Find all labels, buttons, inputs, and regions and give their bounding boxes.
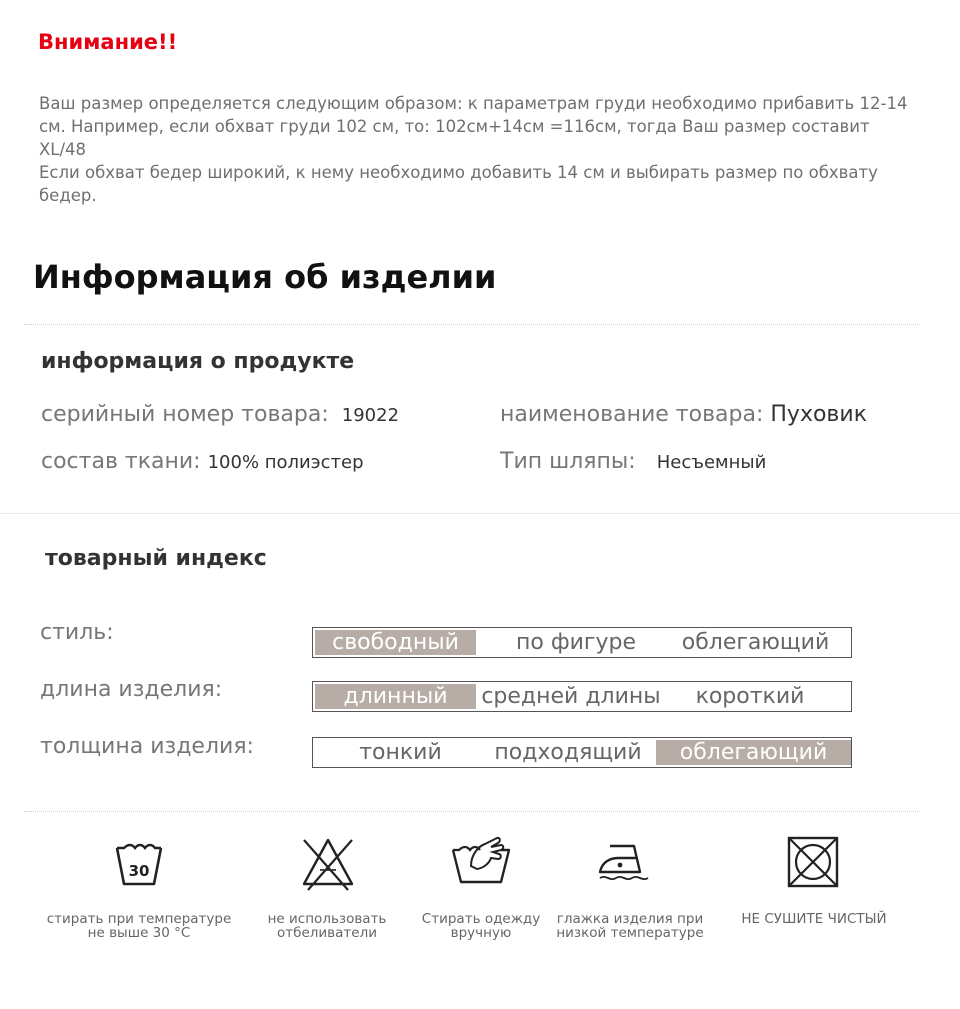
svg-text:30: 30 <box>128 862 150 880</box>
wash-30-icon <box>39 832 239 892</box>
hood-label: Тип шляпы: <box>500 449 636 474</box>
size-note-line: бедер. <box>39 186 97 205</box>
warning-title: Внимание!! <box>38 30 178 54</box>
care-label-wash: стирать при температуре не выше 30 °C <box>46 911 232 941</box>
length-option-long: длинный <box>315 684 476 709</box>
length-label: длина изделия: <box>40 677 223 702</box>
size-note-line: Ваш размер определяется следующим образом: к параметрам груди необходимо прибавить 12-14 <box>39 94 908 113</box>
divider <box>24 811 920 812</box>
hood-row <box>500 449 766 474</box>
size-note <box>39 92 919 207</box>
care-label-bleach: не использовать отбеливатели <box>267 911 387 941</box>
thickness-label: толщина изделия: <box>40 734 254 759</box>
length-option-medium: средней длины <box>481 684 661 709</box>
fabric-row <box>41 449 364 474</box>
thickness-option-thick: облегающий <box>656 740 851 765</box>
fabric-label: состав ткани: <box>41 449 201 474</box>
serial-label: серийный номер товара: <box>41 402 329 427</box>
size-note-line: Если обхват бедер широкий, к нему необходимо добавить 14 см и выбирать размер по обхвату <box>39 163 878 182</box>
style-option-fitted: по фигуре <box>515 630 637 655</box>
product-info-heading: информация о продукте <box>41 349 355 374</box>
divider <box>0 513 960 514</box>
name-label: наименование товара: <box>500 402 764 427</box>
thickness-option-medium: подходящий <box>494 740 642 765</box>
care-label-iron: глажка изделия при низкой температуре <box>556 911 704 941</box>
index-heading: товарный индекс <box>45 546 267 571</box>
no-tumble-dry-icon <box>713 832 913 892</box>
low-iron-icon <box>526 832 726 892</box>
style-label: стиль: <box>40 620 114 645</box>
name-row <box>500 402 867 427</box>
serial-row <box>41 402 399 427</box>
style-option-tight: облегающий <box>681 630 830 655</box>
thickness-scale <box>312 737 852 768</box>
section-title: Информация об изделии <box>33 258 497 296</box>
fabric-value: 100% полиэстер <box>207 452 364 473</box>
serial-value: 19022 <box>341 405 400 426</box>
thickness-option-thin: тонкий <box>359 740 442 765</box>
care-label-handwash: Стирать одежду вручную <box>421 911 541 941</box>
length-option-short: короткий <box>695 684 805 709</box>
divider <box>24 324 920 325</box>
style-option-loose: свободный <box>315 630 476 655</box>
length-scale <box>312 681 852 712</box>
name-value: Пуховик <box>770 402 867 427</box>
style-scale <box>312 627 852 658</box>
care-label-dry: НЕ СУШИТЕ ЧИСТЫЙ <box>741 911 887 927</box>
size-note-line: см. Например, если обхват груди 102 см, то: 102см+14см =116см, тогда Ваш размер составит XL/48 <box>39 117 870 159</box>
hood-value: Несъемный <box>656 452 767 473</box>
